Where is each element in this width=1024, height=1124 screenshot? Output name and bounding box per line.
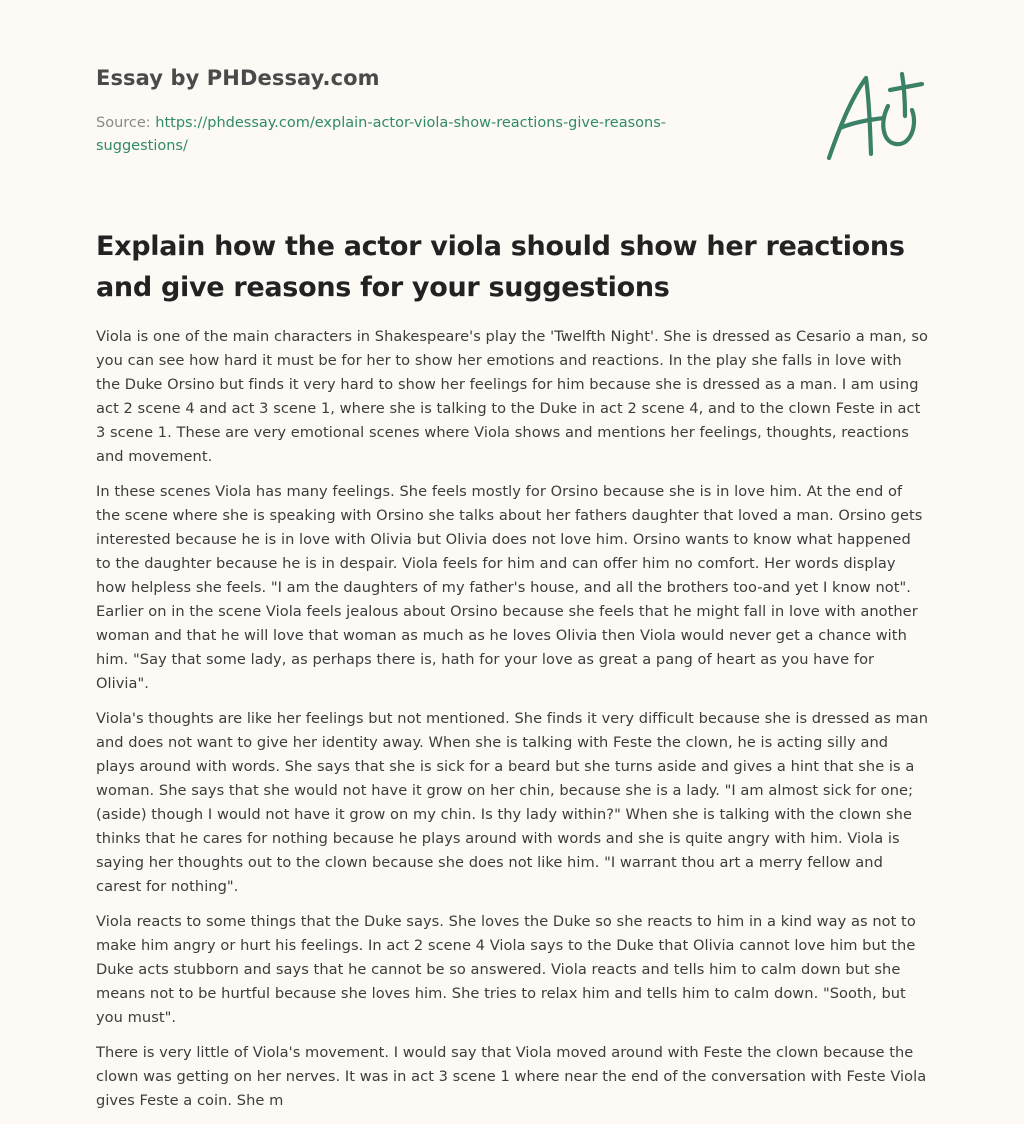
- source-link[interactable]: https://phdessay.com/explain-actor-viola-show-reactions-give-reasons-suggestions/: [96, 115, 667, 154]
- essay-body: [96, 325, 930, 1124]
- source-label: Source:: [96, 115, 156, 131]
- source-line: [96, 112, 716, 158]
- essay-paragraph: Viola reacts to some things that the Duke says. She loves the Duke so she reacts to him in a kind way as not to make him angry or hurt his feelings. In act 2 scene 4 Viola says to the Duke that Olivia cannot love him but the Duke acts stubborn and says that he cannot be so answered. Viola reacts and tells him to calm down but she means not to be hurtful because she loves him. She tries to relax him and tells him to calm down. "Sooth, but you must".: [96, 913, 916, 1026]
- brand-title: Essay by PHDessay.com: [96, 66, 380, 90]
- essay-paragraph: Viola is one of the main characters in Shakespeare's play the 'Twelfth Night'. She is dressed as Cesario a man, so you can see how hard it must be for her to show her emotions and reactions. In the play she falls in love with the Duke Orsino but finds it very hard to show her feelings for him because she is dressed as a man. I am using act 2 scene 4 and act 3 scene 1, where she is talking to the Duke in act 2 scene 4, and to the clown Feste in act 3 scene 1. These are very emotional scenes where Viola shows and mentions her feelings, thoughts, reactions and movement.: [96, 328, 928, 465]
- essay-paragraph: In these scenes Viola has many feelings. She feels mostly for Orsino because she is in love him. At the end of the scene where she is speaking with Orsino she talks about her fathers daughter that loved a man. Orsino gets interested because he is in love with Olivia but Olivia does not love him. Orsino wants to know what happened to the daughter because he is in despair. Viola feels for him and can offer him no comfort. Her words display how helpless she feels. "I am the daughters of my father's house, and all the brothers too-and yet I know not". Earlier on in the scene Viola feels jealous about Orsino because she feels that he might fall in love with another woman and that he will love that woman as much as he loves Olivia then Viola would never get a chance with him. "Say that some lady, as perhaps there is, hath for your love as great a pang of heart as you have for Olivia".: [96, 483, 923, 692]
- essay-paragraph: Viola's thoughts are like her feelings but not mentioned. She finds it very difficult because she is dressed as man and does not want to give her identity away. When she is talking with Feste the clown, he is acting silly and plays around with words. She says that she is sick for a beard but she turns aside and gives a hint that she is a woman. She says that she would not have it grow on her chin, because she is a lady. "I am almost sick for one; (aside) though I would not have it grow on my chin. Is thy lady within?" When she is talking with the clown she thinks that he cares for nothing because he plays around with words and she is quite angry with him. Viola is saying her thoughts out to the clown because she does not like him. "I warrant thou art a merry fellow and carest for nothing".: [96, 710, 929, 895]
- essay-paragraph: There is very little of Viola's movement. I would say that Viola moved around with Feste the clown because the clown was getting on her nerves. It was in act 3 scene 1 where near the end of the conversation with Feste Viola gives Feste a coin. She m: [96, 1044, 927, 1109]
- essay-title: Explain how the actor viola should show her reactions and give reasons for your suggestions: [96, 231, 905, 303]
- essay-page: [96, 0, 930, 1124]
- a-plus-logo-icon: [826, 70, 926, 165]
